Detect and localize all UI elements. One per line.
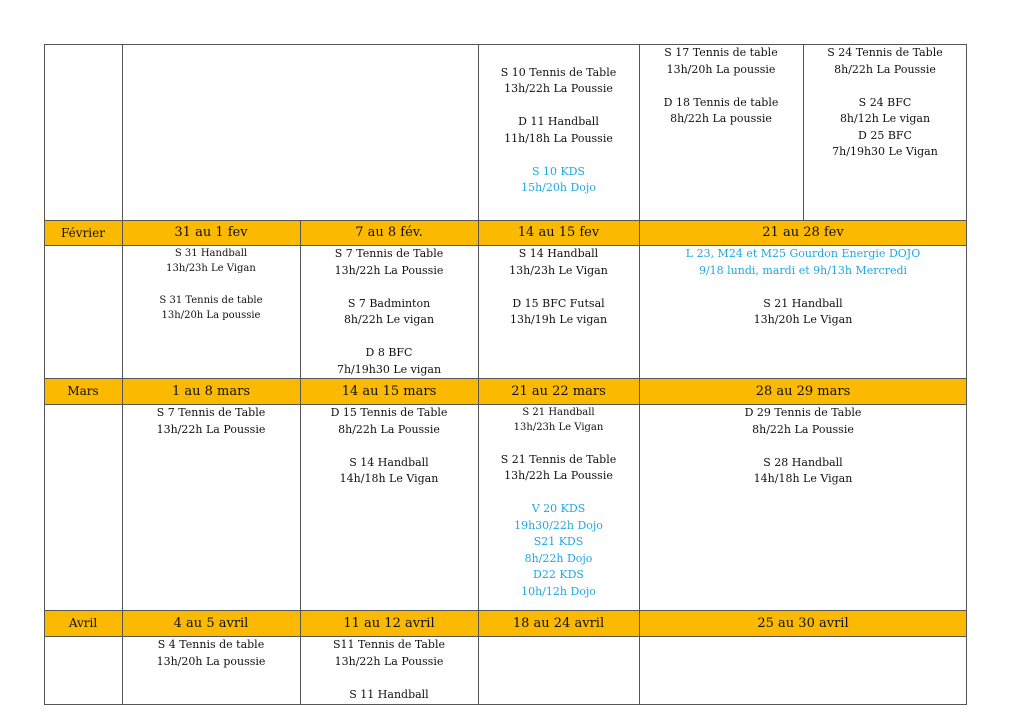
event-text: 11h/18h La Poussie: [504, 131, 613, 145]
event-text: 13h/22h La Poussie: [504, 469, 613, 482]
line-spacer: [478, 279, 639, 296]
event-cell: [300, 245, 478, 378]
line-spacer: [300, 438, 478, 455]
line-spacer: [478, 147, 639, 164]
week-header: 11 au 12 avril: [300, 610, 478, 636]
week-header: 7 au 8 fév.: [300, 220, 478, 245]
event-cell: [639, 245, 967, 378]
top-cell-week3: [478, 44, 639, 220]
event-text: 8h/22h Le vigan: [343, 313, 435, 326]
line-spacer: [803, 78, 967, 95]
line-spacer: [122, 276, 300, 293]
event-text: S 31 Handball: [174, 248, 248, 259]
event-cell: [122, 636, 300, 704]
event-text: S 7 Badminton: [347, 296, 431, 310]
month-fevrier: Février: [44, 220, 122, 245]
event-cell: [478, 404, 639, 610]
column-divider: [478, 44, 479, 705]
event-text: 13h/22h La Poussie: [334, 263, 444, 277]
week-header: 21 au 22 mars: [478, 378, 639, 404]
event-text: 8h/22h Dojo: [524, 551, 593, 565]
event-text: 8h/22h La Poussie: [834, 62, 936, 76]
event-text: 13h/20h La poussie: [666, 62, 776, 76]
line-spacer: [300, 670, 478, 687]
event-text: 8h/22h La Poussie: [338, 422, 440, 436]
event-text: 10h/12h Dojo: [521, 584, 596, 598]
line-spacer: [300, 279, 478, 296]
event-text: D22 KDS: [533, 568, 584, 581]
event-text: V 20 KDS: [531, 502, 586, 515]
week-header: 18 au 24 avril: [478, 610, 639, 636]
event-text: S 14 Handball: [349, 455, 429, 469]
line-spacer: [478, 98, 639, 115]
week-header: 14 au 15 fev: [478, 220, 639, 245]
row-divider: [44, 404, 967, 405]
event-text: S 31 Tennis de table: [159, 294, 263, 306]
event-text: S 7 Tennis de Table: [156, 406, 266, 419]
event-text: 14h/18h Le Vigan: [339, 472, 439, 485]
event-text: 8h/12h Le vigan: [839, 112, 931, 125]
top-cell-week4a: [639, 44, 803, 220]
week-header: 25 au 30 avril: [639, 610, 967, 636]
event-cell: [478, 245, 639, 378]
event-text: S 24 Tennis de Table: [827, 46, 943, 59]
event-text: S11 Tennis de Table: [332, 638, 445, 651]
column-divider: [300, 220, 301, 705]
row-divider: [44, 610, 967, 611]
line-spacer: [300, 329, 478, 346]
event-text: S 4 Tennis de table: [157, 638, 265, 651]
event-text: S 24 BFC: [858, 95, 912, 109]
event-cell: [122, 245, 300, 378]
event-text: 13h/23h Le Vigan: [509, 263, 608, 277]
event-cell: [300, 636, 478, 704]
event-text: 14h/18h Le Vigan: [753, 472, 853, 485]
event-text: 13h/22h La Poussie: [156, 422, 266, 436]
line-spacer: [639, 279, 967, 296]
event-text: D 25 BFC: [858, 128, 912, 142]
event-text: 13h/22h La Poussie: [334, 654, 444, 668]
event-text: S 28 Handball: [763, 455, 843, 469]
event-text: S 21 Handball: [763, 296, 843, 310]
event-text: D 8 BFC: [365, 346, 413, 359]
event-text: D 29 Tennis de Table: [744, 406, 862, 419]
event-text: S 7 Tennis de Table: [334, 247, 444, 260]
event-text: 13h/22h La Poussie: [504, 82, 613, 95]
event-text: 13h/23h Le Vigan: [513, 422, 604, 433]
event-text: 13h/19h Le vigan: [509, 313, 608, 326]
line-spacer: [478, 485, 639, 502]
row-divider: [44, 636, 967, 637]
column-divider: [639, 44, 640, 705]
event-text: D 15 BFC Futsal: [512, 296, 605, 310]
row-divider: [44, 245, 967, 246]
event-text: 7h/19h30 Le Vigan: [832, 145, 938, 158]
event-text: L 23, M24 et M25 Gourdon Energie DOJO: [685, 247, 921, 260]
week-header: 1 au 8 mars: [122, 378, 300, 404]
event-text: D 18 Tennis de table: [663, 95, 779, 109]
event-text: 13h/23h Le Vigan: [166, 263, 256, 274]
week-header: 4 au 5 avril: [122, 610, 300, 636]
line-spacer: [478, 435, 639, 452]
table-border-top: [44, 44, 967, 45]
event-cell: [122, 404, 300, 610]
line-spacer: [478, 48, 639, 65]
event-text: 13h/20h La poussie: [161, 309, 261, 321]
table-border-bottom: [44, 704, 967, 705]
event-text: S 14 Handball: [518, 247, 599, 260]
event-text: D 15 Tennis de Table: [330, 406, 448, 419]
event-text: 9/18 lundi, mardi et 9h/13h Mercredi: [698, 263, 908, 277]
month-mars: Mars: [44, 378, 122, 404]
line-spacer: [639, 78, 803, 95]
event-text: 19h30/22h Dojo: [514, 518, 603, 532]
event-text: 8h/22h La poussie: [670, 112, 772, 125]
event-text: S 10 KDS: [531, 164, 586, 178]
week-header: 28 au 29 mars: [639, 378, 967, 404]
event-text: 13h/20h La poussie: [156, 654, 266, 668]
week-header: 31 au 1 fev: [122, 220, 300, 245]
event-text: S 17 Tennis de table: [664, 46, 778, 59]
event-text: 13h/20h Le Vigan: [753, 313, 853, 326]
event-text: S 11 Handball: [349, 687, 429, 701]
event-text: S 21 Tennis de Table: [500, 452, 617, 466]
event-text: D 11 Handball: [518, 115, 599, 128]
event-text: S21 KDS: [533, 535, 584, 548]
table-border-left: [44, 44, 45, 705]
line-spacer: [639, 438, 967, 455]
event-cell: [639, 636, 967, 704]
column-divider: [122, 44, 123, 705]
week-header: 21 au 28 fev: [639, 220, 967, 245]
event-text: 15h/20h Dojo: [521, 181, 596, 194]
month-avril: Avril: [44, 610, 122, 636]
event-cell: [639, 404, 967, 610]
event-text: 8h/22h La Poussie: [752, 422, 854, 436]
top-cell-week4b: [803, 44, 967, 220]
week-header: 14 au 15 mars: [300, 378, 478, 404]
row-divider: [44, 378, 967, 379]
event-cell: [300, 404, 478, 610]
event-cell: [478, 636, 639, 704]
event-text: S 10 Tennis de Table: [500, 65, 617, 79]
event-text: S 21 Handball: [522, 407, 595, 418]
row-divider: [44, 220, 967, 221]
column-divider: [803, 44, 804, 220]
table-border-right: [966, 44, 967, 705]
event-text: 7h/19h30 Le vigan: [336, 362, 442, 376]
